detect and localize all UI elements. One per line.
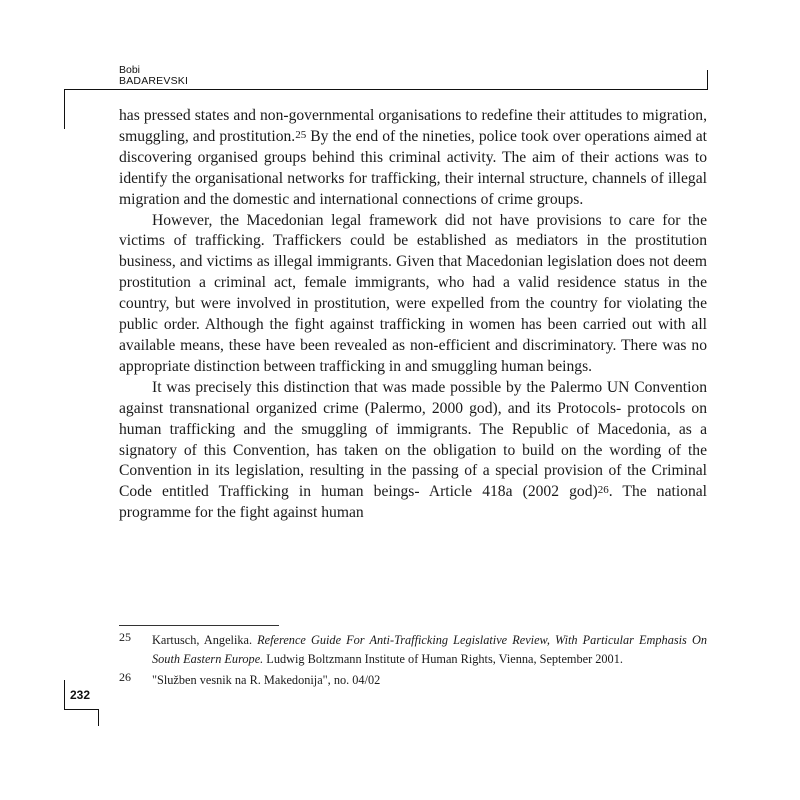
- paragraph-2: However, the Macedonian legal framework did not have provisions to care for the victims of trafficking. Traffickers could be established as mediators in the prostitution business, and victims as illegal immigrants. Given that Macedonian legislation does not deem prostitution a criminal act, female immigrants, who had a valid residence status in the country, but were involved in prostitution, were expelled from the country for violating the public order. Although the fight against trafficking in women has been carried out with all available means, these have been revealed as non-efficient and discriminatory. There was no appropriate distinction between trafficking in and smuggling human beings.: [119, 211, 707, 375]
- page-number-frame-left: [64, 680, 65, 710]
- footnotes: [119, 631, 707, 693]
- footnote-26: 26 "Služben vesnik na R. Makedonija", no. 04/02: [119, 670, 381, 687]
- page-number-frame-bottom: [64, 709, 99, 710]
- header-rule-left-tick: [64, 89, 65, 129]
- header-rule: [64, 89, 708, 90]
- author-last-name: BADAREVSKI: [119, 75, 189, 87]
- footnote-ref-26[interactable]: 26: [597, 484, 609, 497]
- footnote-25: 25 Kartusch, Angelika. Reference Guide For Anti-Trafficking Legislative Review, With Particular Emphasis On South Eastern Europe. Ludwig Boltzmann Institute of Human Rights, Vienna, September 2001.: [119, 630, 707, 666]
- header-rule-right-tick: [707, 70, 708, 90]
- footnote-title: Reference Guide For Anti-Trafficking Legislative Review, With Particular Emphasis On South Eastern Europe.: [152, 633, 707, 666]
- body-text: [119, 106, 707, 524]
- footnote-ref-25[interactable]: 25: [295, 128, 307, 141]
- footnote-number: 25: [119, 630, 131, 644]
- paragraph-3: It was precisely this distinction that was made possible by the Palermo UN Convention against transnational organized crime (Palermo, 2000 god), and its Protocols- protocols on human trafficking and the smuggling of immigrants. The Republic of Macedonia, as a signatory of this Convention, has taken on the obligation to build on the wording of the Convention in its legislation, resulting in the passing of a special provision of the Criminal Code entitled Trafficking in human beings- Article 418a (2002 god)$^{26}$. The national programme for the fight against human: [119, 378, 708, 522]
- footnote-number: 26: [119, 670, 131, 684]
- running-header-author: [119, 65, 188, 87]
- page-number: 232: [70, 688, 91, 702]
- paragraph-1: has pressed states and non-governmental organisations to redefine their attitudes to migration, smuggling, and prostitution.$^{25}$ By the end of the nineties, police took over operations aimed at discovering organised groups behind this criminal activity. The aim of their actions was to identify the organisational networks for trafficking, their internal structure, channels of illegal migration and the domestic and international connections of crime groups.: [119, 107, 707, 208]
- author-first-name: Bobi: [119, 64, 141, 76]
- page-number-frame-tick: [98, 709, 99, 726]
- footnote-separator: [119, 625, 279, 626]
